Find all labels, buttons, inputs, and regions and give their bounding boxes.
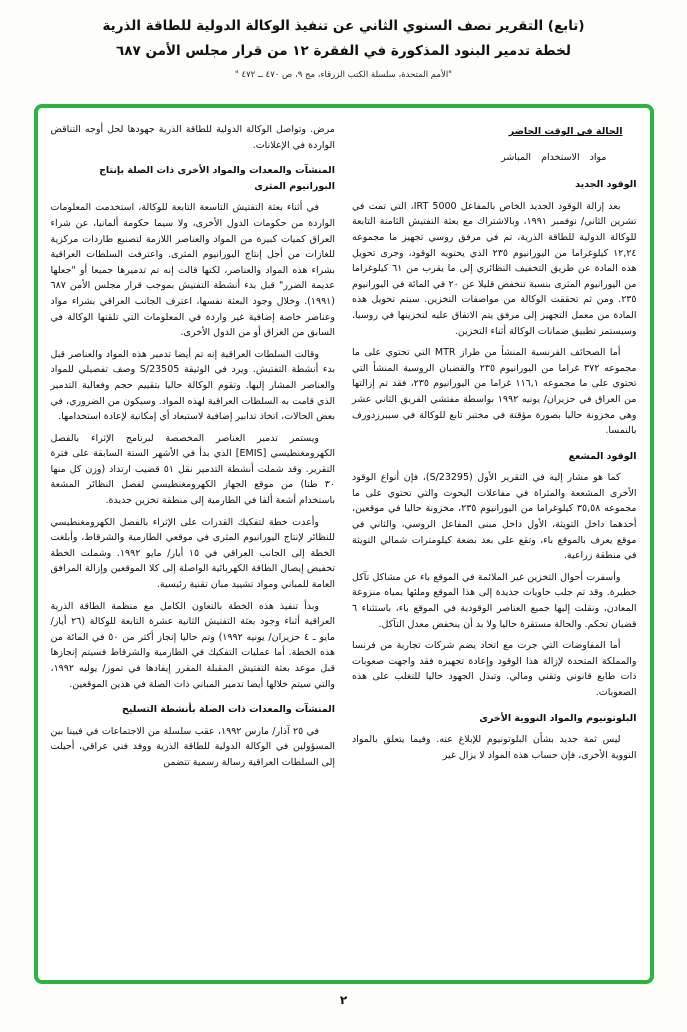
two-column-layout xyxy=(51,122,637,970)
paragraph-irradiated-fuel-3: أما المفاوضات التي جرت مع اتحاد يضم شركات تجارية من فرنسا والمملكة المتحدة لإزالة هذا الوقود وإعادة تجهيزه فقد واجهت صعوبات ذات طابع قانوني وتقني ومالي. وتبذل الجهود حاليا للتغلب على هذه الصعوبات. xyxy=(352,640,637,698)
paragraph-plutonium: ليس ثمة جديد بشأن البلوتونيوم للإبلاغ عنه. وفيما يتعلق بالمواد النووية الأخرى، فإن حساب هذه المواد لا يزال غير xyxy=(352,734,637,761)
paragraph-weaponization: في ٢٥ آذار/ مارس ١٩٩٢، عقب سلسلة من الاجتماعات في فيينا بين المسؤولين في الوكالة الدولية للطاقة الذرية ووفد فني عراقي، أحيلت إلى السلطات العراقية رسالة رسمية تتضمن xyxy=(50,725,335,768)
report-title-line-1: (تابع) التقرير نصف السنوي الثاني عن تنفيذ الوكالة الدولية للطاقة الذرية xyxy=(102,18,585,34)
heading-enriched-uranium-facilities: المنشآت والمعدات والمواد الأخرى ذات الصلة بإنتاج البورانيوم المثرى xyxy=(99,165,335,192)
heading-new-fuel: الوقود الجديد xyxy=(575,179,637,191)
source-citation: "الأمم المتحدة، سلسلة الكتب الزرقاء، مج ٩، ص ٤٧٠ ــ ٤٧٢ " xyxy=(234,70,453,80)
paragraph-irradiated-fuel-1: كما هو مشار إليه في التقرير الأول (S/23295)، فإن أنواع الوقود الأخرى المشععة والمثراة في مفاعلات البحوث والتي تحتوي على ما مجموعه ٣٥,٥٨ كيلوغراما من اليورانيوم ٢٣٥، مخزونة حاليا في موقعين، أحدهما داخل التويثة، الأول داخل مبنى المفاعل الروسي، والثاني في موقع يعرف بالموقع باء، وتقع على بعد بضعة كيلومترات شمالي التويثة في منطقة زراعية. xyxy=(352,472,637,562)
heading-plutonium-other-nuclear-materials: البلوتونيوم والمواد النووية الأخرى xyxy=(479,712,637,724)
section-heading-current-situation: الحالة في الوقت الحاضر xyxy=(508,126,623,137)
report-title-line-2: لخطة تدمير البنود المذكورة في الفقرة ١٢ من قرار مجلس الأمن ٦٨٧ xyxy=(116,43,571,59)
page-header xyxy=(0,14,687,82)
heading-irradiated-fuel: الوقود المشعع xyxy=(568,450,637,462)
heading-weaponization-facilities: المنشآت والمعدات ذات الصلة بأنشطة التسليح xyxy=(122,704,335,716)
paragraph-emis-destruction: ويستمر تدمير العناصر المخصصة لبرنامج الإثراء بالفصل الكهرومغنطيسي [EMIS] الذي بدأ في الأشهر الستة السابقة على فترة التقرير. وقد شملت أنشطة التدمير نقل ٥١ قضيب ارتداد (وزن كل منها ٣٠ طنا) من موقع الجهاز الكهرومغنطيسي لفصل النظائر المشعة باستخدام أشعة ألفا في الطارمية إلى منطقة تخزين جديدة. xyxy=(50,432,336,507)
paragraph-new-fuel-2: أما الصحائف الفرنسية المنشأ من طراز MTR التي تحتوي على ما مجموعه ٣٧٢ غراما من اليورانيوم ٢٣٥ والقضبان الروسية المنشأ التي تحتوي على ما مجموعه ١١٦,١ غراما من اليورانيوم ٢٣٥، فقد تم إزالتها من العراق في حزيران/ يونيه ١٩٩٢ بواسطة مفتشي الفريق الثاني عشر وهي مخزونة حاليا بصورة مؤقتة في مختبر تابع للوكالة في سيبرزدورف بالنمسا. xyxy=(352,347,637,437)
paragraph-irradiated-fuel-2: وأسفرت أحوال التخزين غير الملائمة في الموقع باء عن مشاكل تآكل خطيرة. وقد تم جلب حاويات جديدة إلى هذا الموقع وملئها بمياه منزوعة المعادن، ونقلت إليها جميع العناصر الوقودية في الموقع باء، باستثناء ٦ قضبان تحكم. والحالة مستقرة حاليا ولا بد أن ينخفض معدل التآكل. xyxy=(352,571,637,630)
column-left xyxy=(51,122,336,970)
paragraph-continuation: مرض. وتواصل الوكالة الدولية للطاقة الذرية جهودها لحل أوجه التناقض الواردة في الإعلانات. xyxy=(50,124,335,151)
paragraph-plan-implementation: وبدأ تنفيذ هذه الخطة بالتعاون الكامل مع منظمة الطاقة الذرية العراقية أثناء وجود بعثة التفتيش الثانية عشرة التابعة للوكالة (٢٦ أيار/ مايو ـ ٤ حزيران/ يونيه ١٩٩٢) وتم حاليا إنجاز أكثر من ٥٠ في المائة من هذه الخطة. أما عمليات التفكيك في الطارمية والشرقاط فسيتم إنجازها قبل موعد بعثة التفتيش المقبلة المقرر إيفادها في تموز/ يوليه ١٩٩٢، والتي سيتم خلالها أيضا تدمير المباني ذات الصلة في هذين الموقعين. xyxy=(50,600,335,690)
paragraph-enrichment-1: في أثناء بعثة التفتيش التاسعة التابعة للوكالة، استخدمت المعلومات الواردة من حكومات الدول الأخرى، ولا سيما حكومة ألمانيا، عن شراء العراق كميات كبيرة من المواد والعناصر اللازمة لتصنيع طاردات مركزية للغازات من أجل إنتاج اليورانيوم المثرى. واعترفت السلطات العراقية بشراء هذه المواد والعناصر، لكنها قالت إنه تم تدميرها جميعا أو "جعلها عديمة الضرر" قبل بدء أنشطة التفتيش بموجب قرار مجلس الأمن ٦٨٧ (١٩٩١). وخلال وجود البعثة نفسها، اعترف الجانب العراقي بشراء مواد وعناصر خاصة إضافية غير واردة في المعلومات التي تلقتها الوكالة في السابق من العراق أو من الدول الأخرى. xyxy=(50,202,335,339)
paragraph-dismantling-plan: وأعدت خطة لتفكيك القدرات على الإثراء بالفصل الكهرومغنطيسي للنظائر لإنتاج اليورانيوم المثرى في موقعي الطارمية والشرقاط، وأبلغت الخطة إلى الجانب العراقي في ١٥ أيار/ مايو ١٩٩٢. وشملت الخطة تخفيض إيصال الطاقة الكهربائية الواصلة إلى كلا الموقعين وإزالة المرافق العامة للمباني ومواد تشييد مبان تقنية رئيسية. xyxy=(50,516,335,591)
column-right xyxy=(352,122,637,970)
content-border-box xyxy=(34,104,654,984)
subsection-heading-direct-use-materials: مواد الاستخدام المباشر xyxy=(501,151,607,163)
page-number: ٢ xyxy=(339,993,348,1007)
paragraph-enrichment-2: وقالت السلطات العراقية إنه تم أيضا تدمير هذه المواد والعناصر قبل بدء أنشطة التفتيش. ويرد في الوثيقة S/23505 وصف تفصيلي للمواد والعناصر المشار إليها. وتقوم الوكالة حاليا بتقييم حجم وفعالية التدمير الذي قامت به السلطات العراقية لهذه المواد. وسيكون من الضروري، في بعض الحالات، اتخاذ تدابير إضافية لاستبعاد أي إمكانية لإعادة استخدامها. xyxy=(50,348,335,423)
paragraph-new-fuel-1: بعد إزالة الوقود الجديد الخاص بالمفاعل IRT 5000، التي تمت في تشرين الثاني/ نوفمبر ١٩٩١، وبالاشتراك مع بعثة التفتيش الثامنة التابعة للوكالة الدولية للطاقة الذرية، تم في مرفق روسي تجهيز ما مجموعه ١٢,٢٤ كيلوغراما من اليورانيوم ٢٣٥ الذي يحتويه الوقود، وجرى تحويل هذه المادة عن طريق التخفيف النظائري إلى ما يقرب من ٦١ كيلوغراما من اليورانيوم المثرى بنسبة تنخفض قليلا عن ٢٠ في المائة في اليورانيوم ٢٣٥. ومن ثم تحققت الوكالة من مواصفات التخزين. سيتم تحويل هذه المادة من معمل التجهيز إلى مرفق يتم الاتفاق عليه لتخزينها في روسيا. وسيستمر تطبيق ضمانات الوكالة أثناء التخزين. xyxy=(352,200,637,337)
